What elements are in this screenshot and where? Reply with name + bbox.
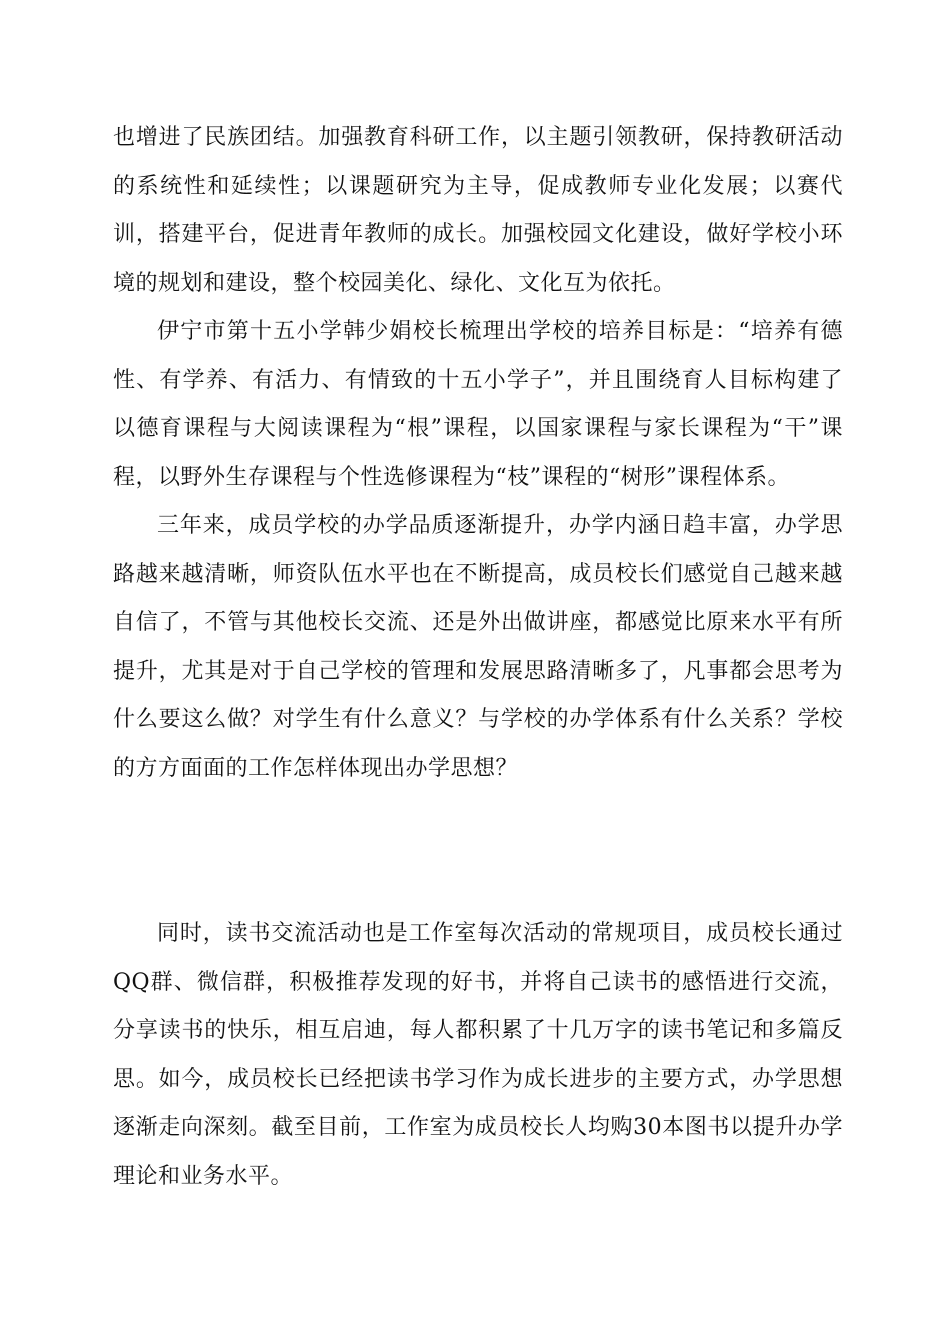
paragraph-continuation: 也增进了民族团结。加强教育科研工作，以主题引领教研，保持教研活动的系统性和延续性；以课题研究为主导，促成教师专业化发展；以赛代训，搭建平台，促进青年教师的成长。加强校园文化建设，做好学校小环境的规划和建设，整个校园美化、绿化、文化互为依托。 [113, 125, 843, 296]
text-block-upper [113, 114, 843, 793]
paragraph-reading-exchange: 同时，读书交流活动也是工作室每次活动的常规项目，成员校长通过QQ群、微信群，积极推荐发现的好书，并将自己读书的感悟进行交流，分享读书的快乐，相互启迪，每人都积累了十几万字的读书笔记和多篇反思。如今，成员校长已经把读书学习作为成长进步的主要方式，办学思想逐渐走向深刻。截至目前，工作室为成员校长人均购30本图书以提升办学理论和业务水平。 [113, 921, 843, 1189]
paragraph-three-years: 三年来，成员学校的办学品质逐渐提升，办学内涵日趋丰富，办学思路越来越清晰，师资队伍水平也在不断提高，成员校长们感觉自己越来越自信了，不管与其他校长交流、还是外出做讲座，都感觉比原来水平有所提升，尤其是对于自己学校的管理和发展思路清晰多了，凡事都会思考为什么要这么做？对学生有什么意义？与学校的办学体系有什么关系？学校的方方面面的工作怎样体现出办学思想？ [113, 513, 843, 781]
text-block-lower [113, 910, 843, 1201]
paragraph-school-goals: 伊宁市第十五小学韩少娟校长梳理出学校的培养目标是：“培养有德性、有学养、有活力、有情致的十五小学子”，并且围绕育人目标构建了以德育课程与大阅读课程为“根”课程，以国家课程与家长课程为“干”课程，以野外生存课程与个性选修课程为“枝”课程的“树形”课程体系。 [113, 319, 843, 490]
